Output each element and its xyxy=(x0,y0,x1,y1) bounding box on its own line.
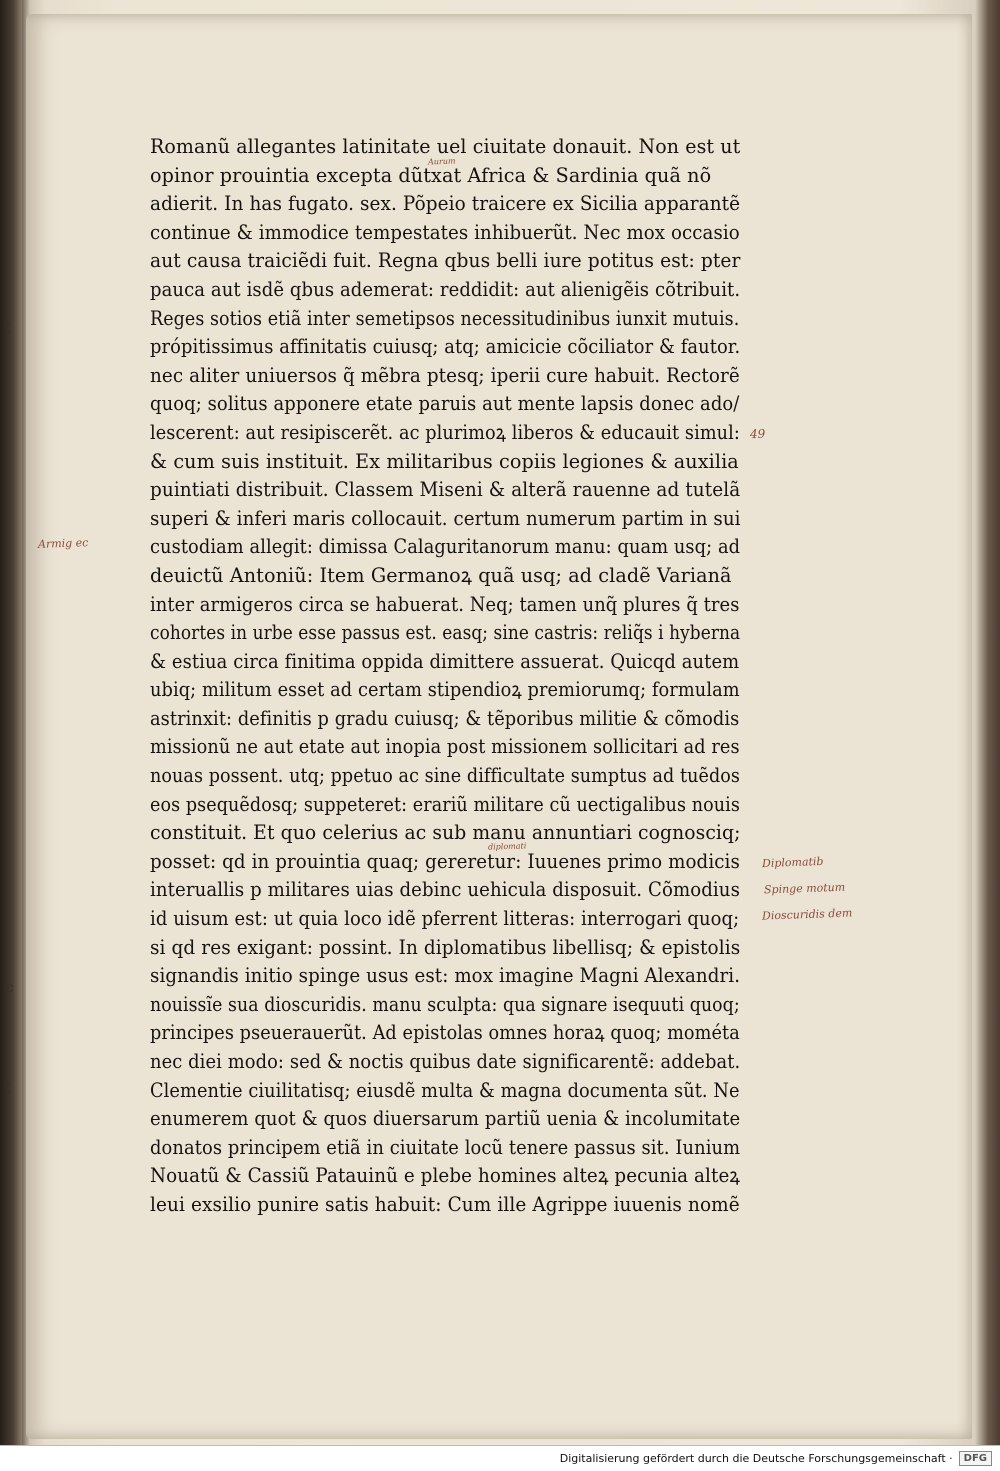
text-line: superi & inferi maris collocauit. certum numerum partim in sui xyxy=(150,506,741,530)
text-line: lescerent: aut resipiscerẽt. ac plurimoꝝ liberos & educauit simul: xyxy=(150,420,740,444)
text-line: enumerem quot & quos diuersarum partiũ uenia & incolumitate xyxy=(150,1107,741,1131)
text-line: interuallis p militares uias debinc uehicula disposuit. Cõmodius xyxy=(150,878,740,902)
margin-note-right: Spinge motum xyxy=(763,880,846,897)
text-line: constituit. Et quo celerius ac sub manu annuntiari cognosciq; xyxy=(150,821,741,845)
text-line: própitissimus affinitatis cuiusq; atq; amicicie cõciliator & fautor. xyxy=(150,335,741,359)
gutter-mark: ( xyxy=(6,320,12,336)
text-line: puintiati distribuit. Classem Miseni & alterã rauenne ad tutelã xyxy=(150,478,741,502)
text-line: eos psequẽdosq; suppeteret: erariũ militare cũ uectigalibus nouis xyxy=(150,792,740,816)
text-line: & estiua circa finitima oppida dimittere assuerat. Quicqd autem xyxy=(150,649,740,673)
text-line: id uisum est: ut quia loco idẽ pferrent litteras: interrogari quoq; xyxy=(150,907,740,931)
text-line: si qd res exigant: possint. In diplomatibus libellisq; & epistolis xyxy=(150,935,741,959)
text-line: Reges sotios etiã inter semetipsos necessitudinibus iunxit mutuis. xyxy=(150,306,740,330)
gutter-mark: ( xyxy=(6,1080,12,1096)
text-line: nec diei modo: sed & noctis quibus date significarentẽ: addebat. xyxy=(150,1050,741,1073)
interlinear-gloss: diplomati xyxy=(487,841,527,852)
text-line: leui exsilio punire satis habuit: Cum ille Agrippe iuuenis nomẽ xyxy=(150,1192,740,1216)
interlinear-gloss: Aurum xyxy=(427,156,456,167)
text-line: donatos principem etiã in ciuitate locũ tenere passus sit. Iunium xyxy=(150,1135,741,1159)
text-line: continue & immodice tempestates inhibuerũt. Nec mox occasio xyxy=(150,220,740,244)
text-line: opinor prouintia excepta dũtxat Africa & Sardinia quã nõ xyxy=(150,163,712,187)
text-line: posset: qd in prouintia quaq; gereretur: Iuuenes primo modicis xyxy=(150,849,740,873)
text-line: aut causa traiciẽdi fuit. Regna qbus belli iure potitus est: pter xyxy=(150,249,741,273)
footer-credit: Digitalisierung gefördert durch die Deutsche Forschungsgemeinschaft · xyxy=(559,1452,953,1465)
text-line: pauca aut isdẽ qbus ademerat: reddidit: aut alienigẽis cõtribuit. xyxy=(150,277,741,301)
text-line: nec aliter uniuersos q̃ mẽbra ptesq; iperii cure habuit. Rectorẽ xyxy=(150,363,740,387)
text-line: adierit. In has fugato. sex. Põpeio traicere ex Sicilia apparantẽ xyxy=(150,192,741,216)
text-line: Clementie ciuilitatisq; eiusdẽ multa & magna documenta sũt. Ne xyxy=(150,1078,740,1102)
text-line: quoq; solitus apponere etate paruis aut mente lapsis donec ado/ xyxy=(150,392,740,416)
text-line: principes pseuerauerũt. Ad epistolas omnes horaꝝ quoq; mométa xyxy=(150,1021,740,1045)
text-line: & cum suis instituit. Ex militaribus copiis legiones & auxilia xyxy=(150,449,739,473)
text-line: deuictũ Antoniũ: Item Germanoꝝ quã usq; ad cladẽ Varianã xyxy=(150,563,732,587)
text-line: inter armigeros circa se habuerat. Neq; tamen unq̃ plures q̃ tres xyxy=(150,592,740,616)
text-line: cohortes in urbe esse passus est. easq; sine castris: reliq̃s i hyberna xyxy=(150,621,741,645)
text-line: Romanũ allegantes latinitate uel ciuitate donauit. Non est ut xyxy=(150,135,741,158)
main-text-block xyxy=(150,133,750,1220)
text-line: custodiam allegit: dimissa Calaguritanorum manu: quam usq; ad xyxy=(150,535,741,559)
margin-note-right: Dioscuridis dem xyxy=(761,906,853,923)
text-line: missionũ ne aut etate aut inopia post missionem sollicitari ad res xyxy=(150,735,740,759)
text-line: nouas possent. utq; ppetuo ac sine difficultate sumptus ad tuẽdos xyxy=(150,764,741,788)
text-line: nouissĩe sua dioscuridis. manu sculpta: qua signare isequuti quoq; xyxy=(150,992,740,1016)
margin-note-number: 49 xyxy=(749,426,766,442)
text-line: ubiq; militum esset ad certam stipendioꝝ premiorumq; formulam xyxy=(150,678,740,702)
margin-note-left: Armig ec xyxy=(37,536,89,551)
gutter-mark: c xyxy=(6,980,14,996)
text-line: Nouatũ & Cassiũ Patauinũ e plebe homines alteꝝ pecunia alteꝝ xyxy=(150,1164,741,1188)
digitization-footer xyxy=(0,1445,1000,1471)
text-line: astrinxit: definitis p gradu cuiusq; & tẽporibus militie & cõmodis xyxy=(150,706,740,730)
text-line: signandis initio spinge usus est: mox imagine Magni Alexandri. xyxy=(150,964,741,988)
margin-note-right: Diplomatib xyxy=(761,854,824,871)
gutter-marks xyxy=(0,200,24,1200)
dfg-logo: DFG xyxy=(959,1451,992,1466)
